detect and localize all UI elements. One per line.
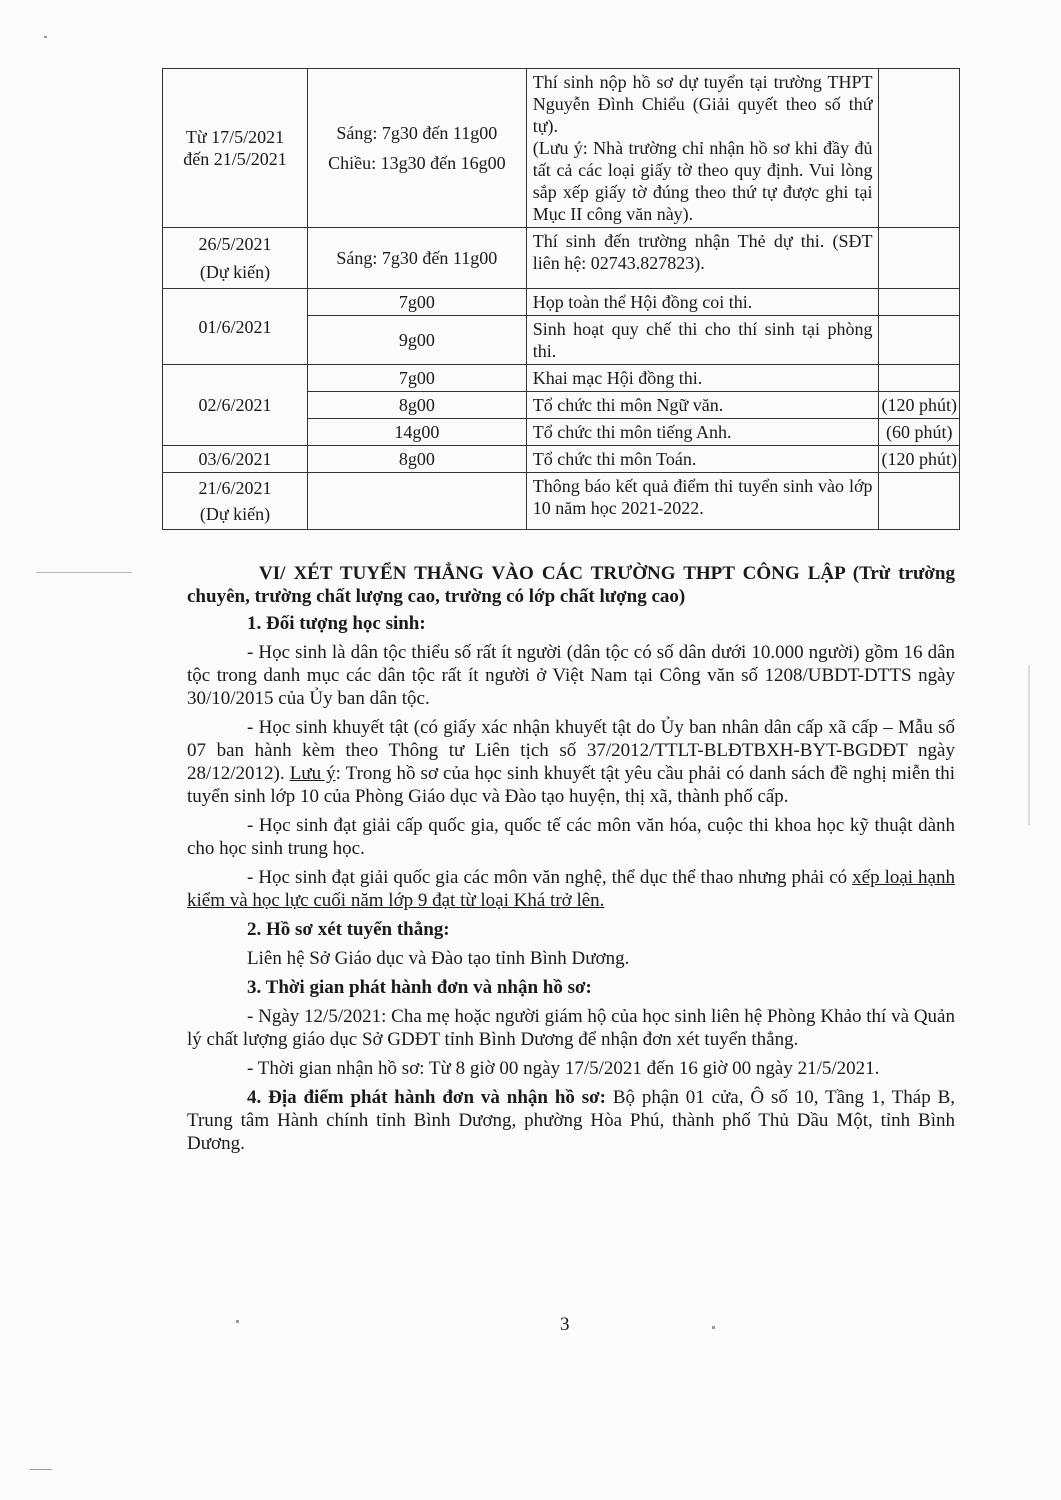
date-cell: 03/6/2021 — [163, 446, 308, 473]
paragraph-text: Bộ phận 01 cửa, Ô số 10, Tầng 1, Tháp B, Trung tâm Hành chính tỉnh Bình Dương, phường Hòa Phú, thành phố Thủ Dầu Một, tỉnh Bình Dương. — [187, 1087, 955, 1154]
section-heading: VI/ XÉT TUYỂN THẲNG VÀO CÁC TRƯỜNG THPT CÔNG LẬP (Trừ trường chuyên, trường chất lượng cao, trường có lớp chất lượng cao) — [187, 563, 955, 607]
scan-speck — [236, 1320, 239, 1323]
time-cell: 14g00 — [307, 419, 526, 446]
content-cell: Tổ chức thi môn Ngữ văn. — [526, 392, 879, 419]
note-cell — [879, 69, 960, 228]
scan-speck — [30, 1469, 52, 1470]
note-cell — [879, 473, 960, 530]
table-row — [163, 228, 960, 289]
schedule-table — [162, 68, 960, 530]
subsection-title: 1. Đối tượng học sinh: — [247, 613, 426, 634]
scan-speck — [712, 1326, 715, 1329]
paragraph: - Thời gian nhận hồ sơ: Từ 8 giờ 00 ngày 17/5/2021 đến 16 giờ 00 ngày 21/5/2021. — [247, 1058, 880, 1079]
time-cell: 8g00 — [307, 446, 526, 473]
paragraph: Liên hệ Sở Giáo dục và Đào tạo tỉnh Bình Dương. — [247, 948, 630, 969]
note-cell — [879, 316, 960, 365]
paragraph-text: - Học sinh khuyết tật (có giấy xác nhận khuyết tật do Ủy ban nhân dân cấp xã cấp – Mẫu số 07 ban hành kèm theo Thông tư Liên tịch số 37/2012/TTLT-BLĐTBXH-BYT-BGDĐT ngày 28/12/2012). — [187, 717, 955, 784]
date-cell: 21/6/2021 (Dự kiến) — [163, 473, 308, 530]
content-cell: Khai mạc Hội đồng thi. — [526, 365, 879, 392]
page-number: 3 — [560, 1314, 570, 1335]
paragraph — [187, 866, 955, 912]
note-cell — [879, 365, 960, 392]
subsection-title: 4. Địa điểm phát hành đơn và nhận hồ sơ: — [247, 1087, 606, 1108]
date-cell: Từ 17/5/2021 đến 21/5/2021 — [163, 69, 308, 228]
paragraph-text: : Trong hồ sơ của học sinh khuyết tật yêu cầu phải có danh sách đề nghị miễn thi tuyển sinh lớp 10 của Phòng Giáo dục và Đào tạo huyện, thị xã, thành phố cấp. — [187, 763, 955, 807]
table-row — [163, 69, 960, 228]
content-note-text: (Lưu ý: Nhà trường chỉ nhận hồ sơ khi đầy đủ tất cả các loại giấy tờ theo quy định. Vui lòng sắp xếp giấy tờ đúng theo thứ tự được ghi tại Mục II công văn này). — [532, 138, 873, 224]
content-cell — [526, 69, 879, 228]
subsection-title: 3. Thời gian phát hành đơn và nhận hồ sơ: — [247, 977, 592, 998]
table-row — [163, 365, 960, 392]
time-cell: 9g00 — [307, 316, 526, 365]
table-row — [163, 289, 960, 316]
note-label: Lưu ý — [289, 763, 336, 784]
time-cell: 7g00 — [307, 289, 526, 316]
table-row — [163, 446, 960, 473]
paragraph — [187, 1086, 955, 1155]
paragraph — [187, 716, 955, 808]
section-body — [187, 562, 955, 1161]
underlined-text: xếp loại hạnh kiểm và học lực cuối năm lớp 9 đạt từ loại Khá trở lên. — [187, 867, 955, 911]
content-cell: Sinh hoạt quy chế thi cho thí sinh tại phòng thi. — [526, 316, 879, 365]
time-cell: Sáng: 7g30 đến 11g00 — [307, 228, 526, 289]
subsection-title: 2. Hồ sơ xét tuyển thẳng: — [247, 919, 450, 940]
date-cell: 02/6/2021 — [163, 365, 308, 446]
note-cell — [879, 289, 960, 316]
note-cell — [879, 228, 960, 289]
content-cell: Thí sinh đến trường nhận Thẻ dự thi. (SĐT liên hệ: 02743.827823). — [526, 228, 879, 289]
date-cell: 26/5/2021 (Dự kiến) — [163, 228, 308, 289]
note-cell: (120 phút) — [879, 446, 960, 473]
time-cell — [307, 473, 526, 530]
note-cell: (120 phút) — [879, 392, 960, 419]
content-cell: Thông báo kết quả điểm thi tuyển sinh vào lớp 10 năm học 2021-2022. — [526, 473, 879, 530]
margin-stamp-edge — [1028, 665, 1058, 825]
paragraph: - Học sinh đạt giải cấp quốc gia, quốc tế các môn văn hóa, cuộc thi khoa học kỹ thuật dành cho học sinh trung học. — [187, 815, 955, 859]
time-cell: 8g00 — [307, 392, 526, 419]
table-row — [163, 473, 960, 530]
content-cell: Họp toàn thể Hội đồng coi thi. — [526, 289, 879, 316]
note-cell: (60 phút) — [879, 419, 960, 446]
paragraph: - Ngày 12/5/2021: Cha mẹ hoặc người giám hộ của học sinh liên hệ Phòng Khảo thí và Quản lý chất lượng giáo dục Sở GDĐT tỉnh Bình Dương để nhận đơn xét tuyển thẳng. — [187, 1006, 955, 1050]
content-text: Thí sinh nộp hồ sơ dự tuyển tại trường THPT Nguyễn Đình Chiểu (Giải quyết theo số thứ tự). — [532, 72, 873, 136]
time-cell: 7g00 — [307, 365, 526, 392]
time-cell: Sáng: 7g30 đến 11g00 Chiều: 13g30 đến 16g00 — [307, 69, 526, 228]
content-cell: Tổ chức thi môn Toán. — [526, 446, 879, 473]
paragraph: - Học sinh là dân tộc thiểu số rất ít người (dân tộc có số dân dưới 10.000 người) gồm 16 dân tộc trong danh mục các dân tộc rất ít người ở Việt Nam tại Công văn số 1208/UBDT-DTTS ngày 30/10/2015 của Ủy ban dân tộc. — [187, 642, 955, 709]
date-cell: 01/6/2021 — [163, 289, 308, 365]
scan-speck — [36, 572, 132, 573]
content-cell: Tổ chức thi môn tiếng Anh. — [526, 419, 879, 446]
paragraph-text: - Học sinh đạt giải quốc gia các môn văn nghệ, thể dục thể thao nhưng phải có — [247, 867, 853, 888]
scan-speck — [44, 36, 47, 38]
